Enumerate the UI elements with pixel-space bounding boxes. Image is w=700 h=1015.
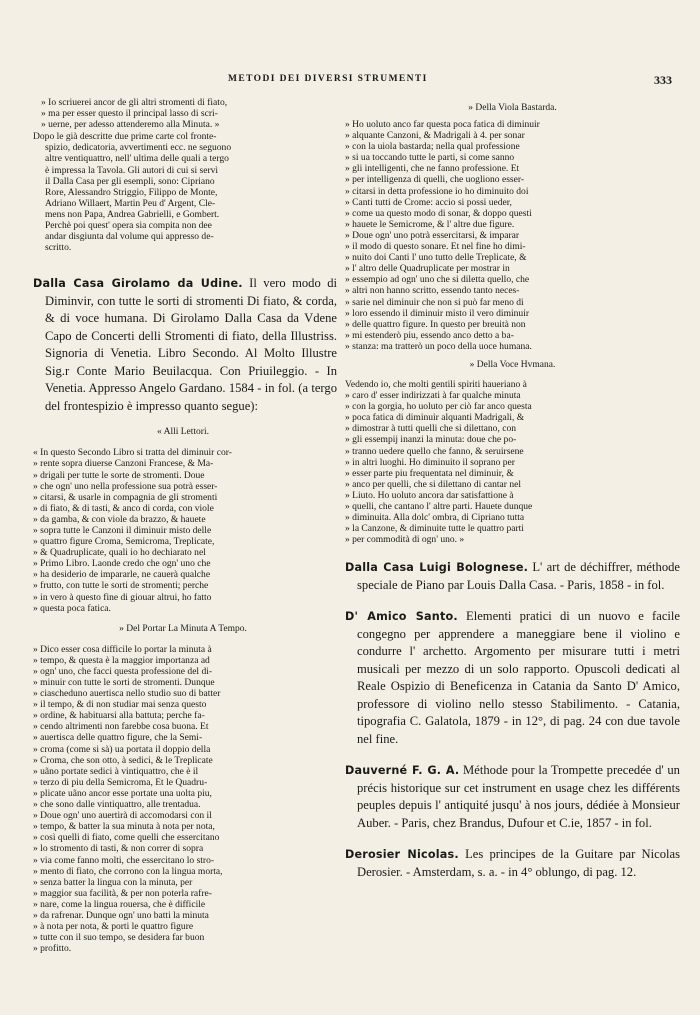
bibliographic-entry <box>345 608 680 748</box>
section-heading: » Della Viola Bastarda. <box>468 103 557 113</box>
left-column <box>33 97 337 955</box>
entry-author: Dalla Casa Luigi Bolognese. <box>345 561 529 575</box>
entry-author: D' Amico Santo. <box>345 610 458 624</box>
entry-text: Les principes de la Guitare par Nicolas Derosier. - Amsterdam, s. a. - in 4° oblungo, di pag. 12. <box>357 847 680 879</box>
entry-text: Méthode pour la Trompette precedée d' un précis historique sur cet instrument en usage chez les différents peuples depuis l' antiquité jusqu' à nos jours, dédiée à Monsieur Auber. - Paris, chez Brandus, Dufour et C.ie, 1857 - in fol. <box>357 763 680 830</box>
quote-block: Vedendo io, che molti gentili spiriti haueriano à » caro d' esser indirizzati à far qualche minuta » con la gorgia, ho uoluto per ciò far anco questa » poca fatica di diminuir alquanti Madrigali, & » dimostrar à tutti quelli che si dilettano, con » gli essempij inanzi la minuta: doue che po- » tranno uedere quello che fanno, & seruirsene » in altri luoghi. Ho diminuito il soprano per » esser parte piu frequentata nel diminuir, & » anco per quelli, che si dilettano di cantar nel » Liuto. Ho uoluto ancora dar satisfattione à » quelli, che cantano l' altre parti. Hauete dunque » diminuita. Alla dolc' ombra, di Cipriano tutta » la Canzone, & diminuite tutte le quattro parti » per commodità di ogn' uno. » <box>345 378 533 546</box>
right-column <box>345 97 680 881</box>
editor-note: Dopo le già descritte due prime carte col fronte- spizio, dedicatoria, avvertimenti ecc. ne seguono altre ventiquattro, nell' ultima delle quali a tergo è impressa la Tavola. Gli autori di cui si servì il Dalla Casa per gli esempli, sono: Cipriano Rore, Alessandro Striggio, Filippo de Monte, Adriano Willaert, Martin Peu d' Argent, Cle- mens non Papa, Andrea Gabrielli, e Gombert. Perchè poi quest' opera sia compita non dee andar disgiunta dal volume qui appresso de- scritto. <box>33 131 232 254</box>
entry-author: Dauverné F. G. A. <box>345 764 460 778</box>
entry-author: Derosier Nicolas. <box>345 848 459 862</box>
page-header <box>0 74 700 94</box>
section-heading: » Della Voce Hvmana. <box>469 359 556 370</box>
entry-author: Dalla Casa Girolamo da Udine. <box>33 277 243 291</box>
quote-block: » Io scriuerei ancor de gli altri stromenti di fiato, » ma per esser questo il principal lasso di scri- » uerne, per adesso attenderemo alla Minuta. » <box>41 97 228 131</box>
bibliographic-entry <box>345 762 680 832</box>
bibliographic-entry <box>33 275 337 415</box>
section-heading: » Del Portar La Minuta A Tempo. <box>119 623 247 634</box>
bibliographic-entry <box>345 846 680 881</box>
entry-text: L' art de déchiffrer, méthode speciale de Piano par Louis Dalla Casa. - Paris, 1858 - in fol. <box>357 560 680 592</box>
section-heading: « Alli Lettori. <box>157 427 209 438</box>
quote-block: » Dico esser cosa difficile lo portar la minuta à » tempo, & questa è la maggior importanza ad » ogn' uno, che facci questa professione del di- » minuir con tutte le sorti de stromenti. Dunque » ciascheduno auertisca nello studio suo di batter » il tempo, & di non studiar mai senza questo » ordine, & habituarsi alla battuta; perche fa- » cendo altrimenti non farebbe cosa buona. Et » auertisca delle quattro figure, che la Semi- » croma (come si sà) ua portata il doppio della » Croma, che son otto, à sedici, & le Treplicate » uãno portate sedici à vintiquattro, che è il » terzo di piu della Semicroma, Et le Quadru- » plicate uãno ancor esse portate una uolta piu, » che sono dalle vintiquattro, alle trentadua. » Doue ogn' uno auertirà di accomodarsi con il » tempo, & batter la sua minuta à nota per nota, » così quelli di fiato, come quelli che essercitano » lo stromento di tasti, & non correr di sopra » via come fanno molti, che essercitano lo stro- » mento di fiato, che corrono con la lingua morta, » senza batter la lingua con la minuta, per » maggior sua facilità, & per non poterla rafre- » nare, come la lingua rouersa, che è difficile » da rafrenar. Dunque ogn' uno batti la minuta » à nota per nota, & porti le quattro figure » tutte con il suo tempo, se desidera far buon » profitto. <box>33 643 223 955</box>
entry-text: Il vero modo di Diminvir, con tutte le sorti di stromenti Di fiato, & corda, & di voce humana. Di Girolamo Dalla Casa da Vdene Capo de Concerti delli Stromenti di fiato, della Illustriss. Signoria di Venetia. Libro Secondo. Al Molto Illustre Sig.r Conte Mario Beuilacqua. Con Priuileggio. - In Venetia. Appresso Angelo Gardano. 1584 - in fol. (a tergo del frontespizio è impresso quanto segue): <box>45 276 337 413</box>
running-head: METODI DEI DIVERSI STRUMENTI <box>228 74 428 84</box>
quote-block: » Ho uoluto anco far questa poca fatica di diminuir » alquante Canzoni, & Madrigali à 4. per sonar » con la uiola bastarda; nella qual professione » si ua toccando tutte le parti, si come sanno » gli intelligenti, che ne fanno professione. Et » per intelligenza di quelli, che uogliono esser- » citarsi in detta professione io ho diminuito doi » Canti tutti de Crome: accio si possi ueder, » come ua questo modo di sonar, & doppo questi » hauete le Semicrome, & l' altre due figure. » Doue ogn' uno potrà essercitarsi, & imparar » il modo di questo sonare. Et nel fine ho dimi- » nuito doi Canti l' uno tutto delle Treplicate, & » l' altro delle Quadruplicate per mostrar in » essempio ad ogn' uno che si diletta quello, che » altri non hanno scritto, essendo tanto neces- » sarie nel diminuir che non si può far meno di » loro essendo il diminuir misto il vero diminuir » delle quattro figure. In questo per breuità non » mi estenderò piu, essendo anco detto a ba- » stanza: ma tratterò un poco della uoce humana. <box>345 119 540 352</box>
quote-block: « In questo Secondo Libro si tratta del diminuir cor- » rente sopra diuerse Canzoni Francese, & Ma- » drigali per tutte le sorte de stromenti. Doue » che ogn' uno nella professione sua potrà esser- » citarsi, & usarle in compagnia de gli stromenti » di fiato, & di tasti, & anco di corda, con viole » da gamba, & con viole da brazzo, & hauete » sopra tutte le Canzoni il diminuir misto delle » quattro figure Croma, Semicroma, Treplicate, » & Quadruplicate, quali io ho dechiarato nel » Primo Libro. Laonde credo che ogn' uno che » ha desiderio de impararle, ne cauerà qualche » frutto, con tutte le sorti de stromenti; perche » in vero à questo fine di giouar altrui, ho fatto » questa poca fatica. <box>33 447 232 614</box>
entry-text: Elementi pratici di un nuovo e facile congegno per apprendere a maneggiare bene il violino e condurre l' archetto. Argomento per misurare tutti i metri musicali per mezzo di un solo rapporto. Opuscoli dedicati al Reale Ospizio di Beneficenza in Catania da Santo D' Amico, professore di violino nello stesso Stabilimento. - Catania, tipografia C. Galatola, 1879 - in 12°, di pag. 24 con due tavole nel fine. <box>357 609 680 746</box>
page-number: 333 <box>654 73 672 87</box>
bibliographic-entry <box>345 559 680 594</box>
